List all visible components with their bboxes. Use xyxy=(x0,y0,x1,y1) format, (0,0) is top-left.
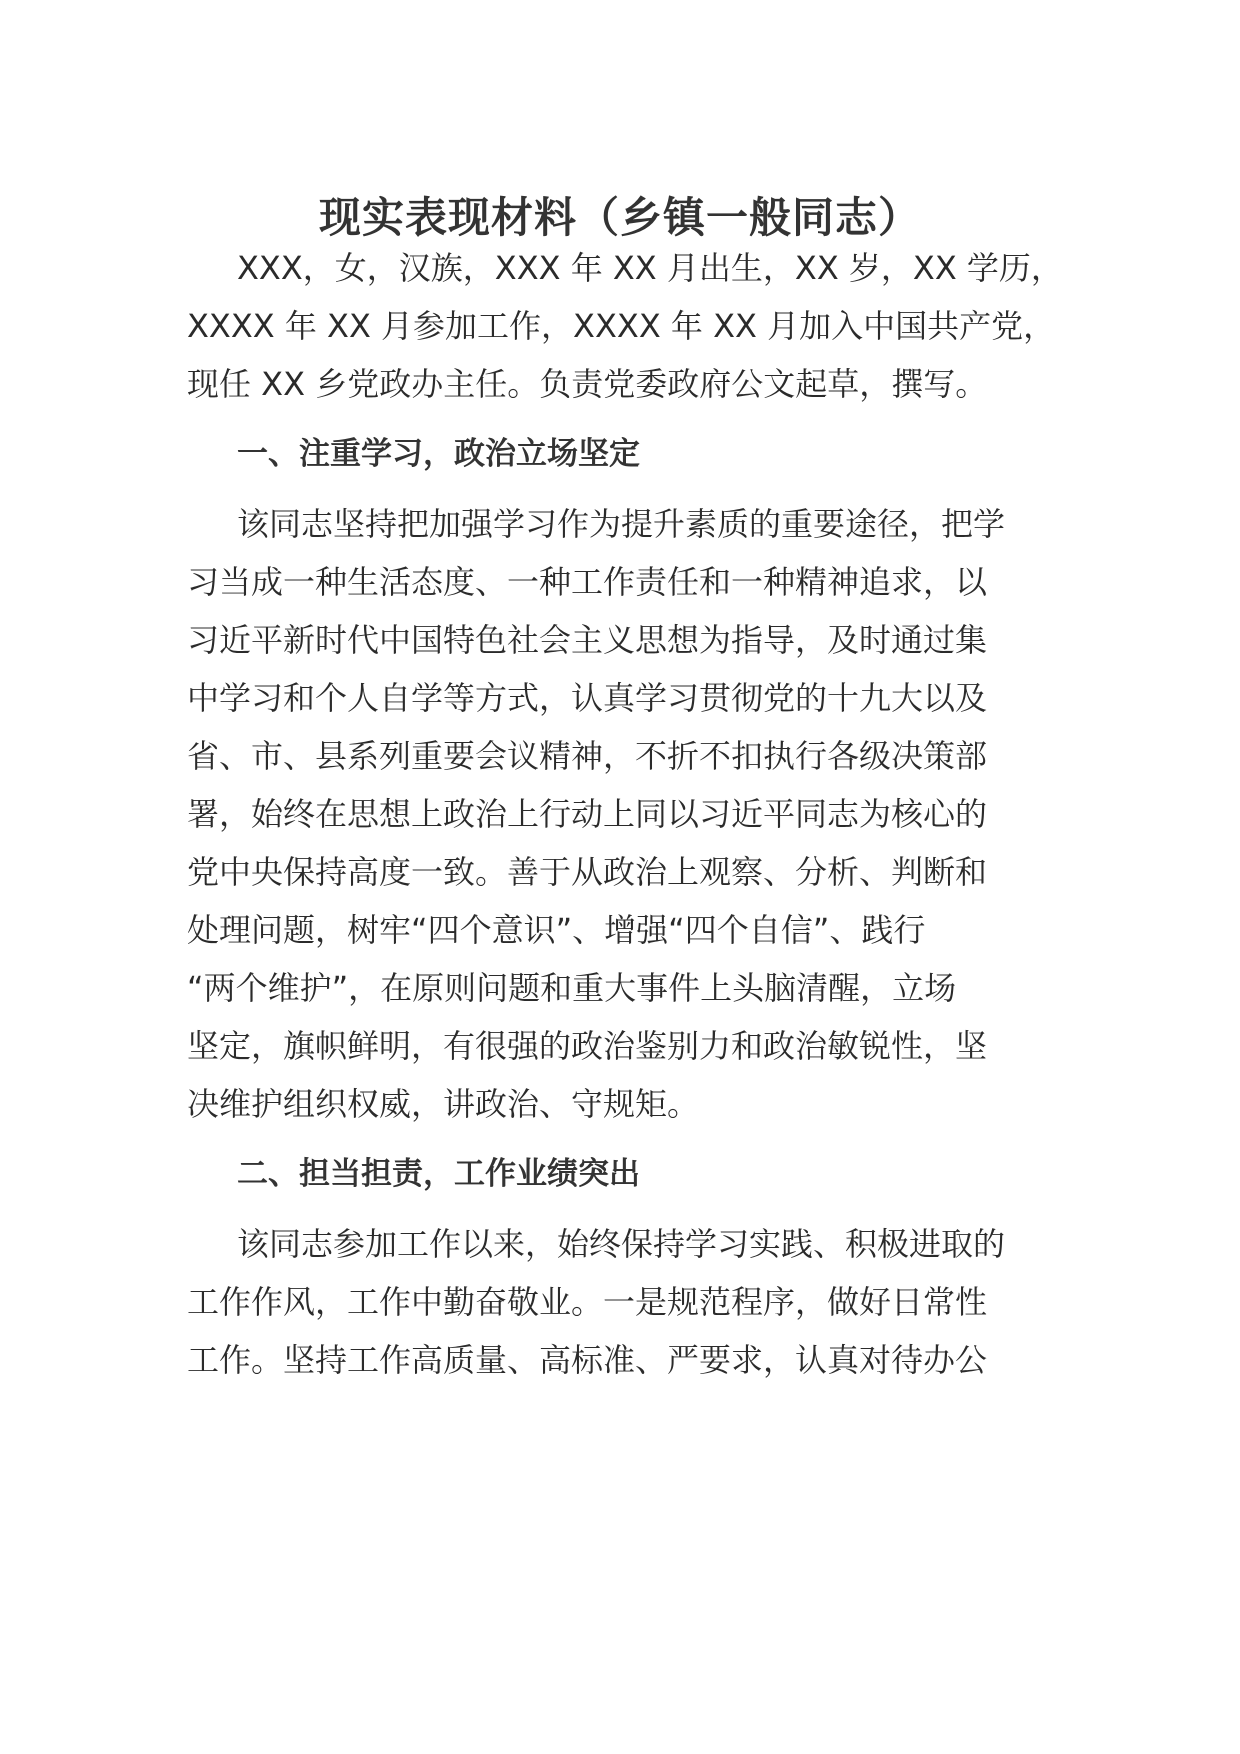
section-2-line: 工作。坚持工作高质量、高标准、严要求，认真对待办公 xyxy=(187,1341,988,1379)
section-1-line: 习当成一种生活态度、一种工作责任和一种精神追求，以 xyxy=(187,563,988,601)
section-1-line: 省、市、县系列重要会议精神，不折不扣执行各级决策部 xyxy=(187,737,988,775)
section-1-line: 中学习和个人自学等方式，认真学习贯彻党的十九大以及 xyxy=(187,679,988,717)
section-2-heading: 二、担当担责，工作业绩突出 xyxy=(237,1156,640,1192)
section-1-heading: 一、注重学习，政治立场坚定 xyxy=(237,436,640,472)
section-1-line: 党中央保持高度一致。善于从政治上观察、分析、判断和 xyxy=(187,853,988,891)
intro-line-3: 现任 XX 乡党政办主任。负责党委政府公文起草，撰写。 xyxy=(187,365,988,403)
section-2-line: 工作作风，工作中勤奋敬业。一是规范程序，做好日常性 xyxy=(187,1283,988,1321)
section-1-line: 习近平新时代中国特色社会主义思想为指导，及时通过集 xyxy=(187,621,988,659)
intro-line-1: XXX，女，汉族，XXX 年 XX 月出生，XX 岁，XX 学历， xyxy=(237,249,1063,287)
section-1-line: 该同志坚持把加强学习作为提升素质的重要途径，把学 xyxy=(237,505,1006,543)
section-1-line: 署，始终在思想上政治上行动上同以习近平同志为核心的 xyxy=(187,795,988,833)
intro-line-2: XXXX 年 XX 月参加工作，XXXX 年 XX 月加入中国共产党， xyxy=(187,307,1056,345)
section-2-line: 该同志参加工作以来，始终保持学习实践、积极进取的 xyxy=(237,1225,1006,1263)
section-1-line: 决维护组织权威，讲政治、守规矩。 xyxy=(187,1085,700,1123)
section-1-line: 坚定，旗帜鲜明，有很强的政治鉴别力和政治敏锐性，坚 xyxy=(187,1027,988,1065)
section-1-line: “两个维护”，在原则问题和重大事件上头脑清醒，立场 xyxy=(187,969,957,1007)
section-1-line: 处理问题，树牢“四个意识”、增强“四个自信”、践行 xyxy=(187,911,926,949)
document-title: 现实表现材料（乡镇一般同志） xyxy=(318,193,921,242)
